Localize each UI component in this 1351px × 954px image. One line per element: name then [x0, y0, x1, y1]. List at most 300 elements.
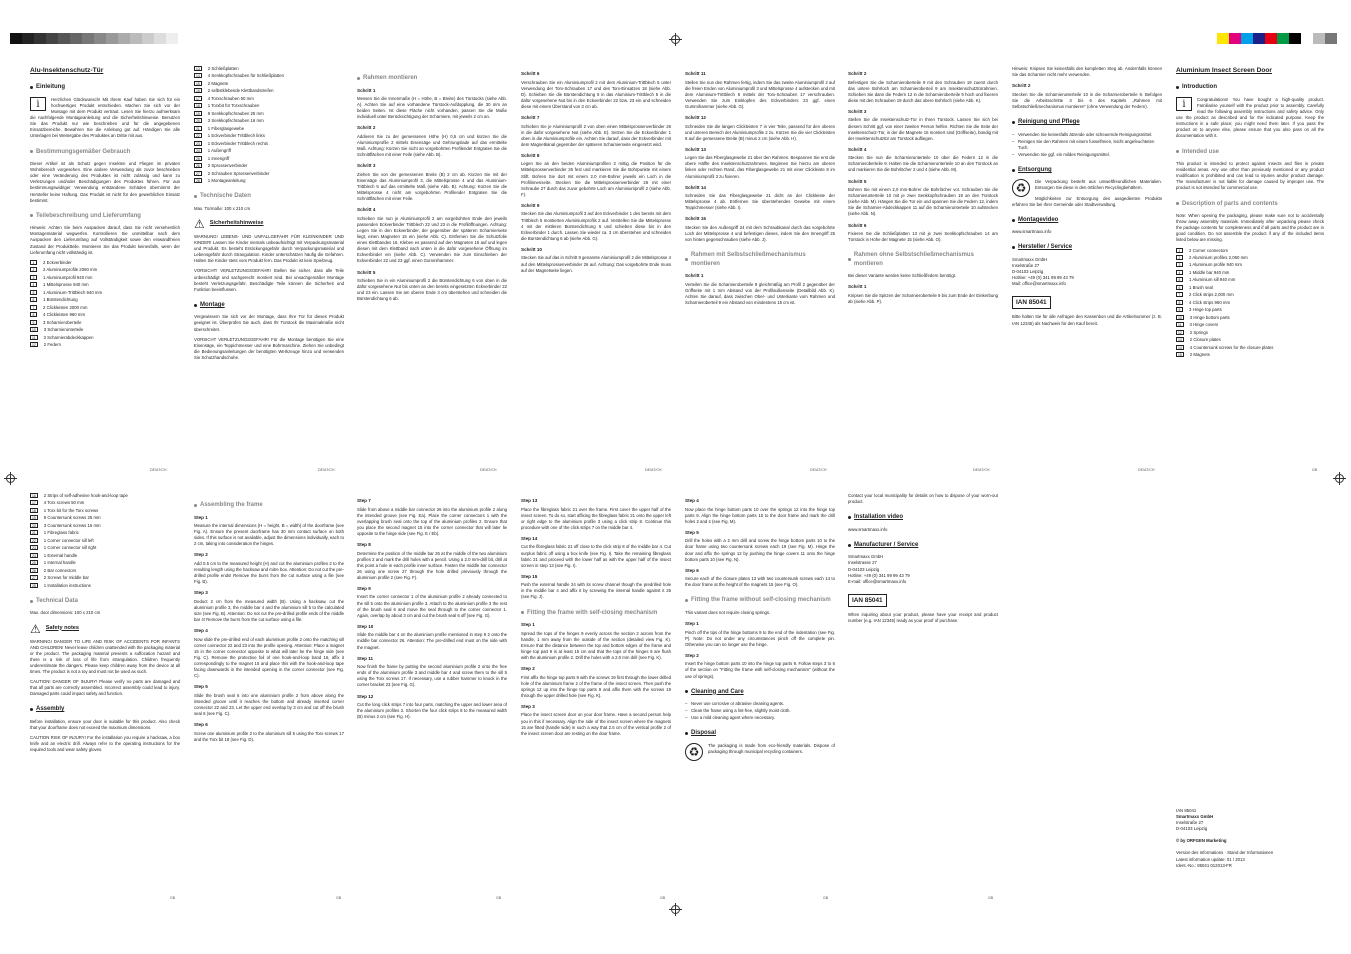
- color-swatch: [1241, 33, 1253, 44]
- part-number: 22: [196, 134, 200, 139]
- gb-use-text: This product is intended to protect against insects and flies in private residential areas. Any use other than previously mentioned or any product modification is prohibited and can lead to injuries and/or product damage. The manufacturer is not liable for damage caused by improper use. The product is not intended for commercial use.: [1176, 161, 1324, 191]
- color-swatch: [1277, 33, 1289, 44]
- gb-frame-heading: Assembling the frame: [194, 501, 344, 510]
- gb-disposal-text: The packaging is made from eco-friendly materials. Dispose of packaging through municipal recycling containers.: [708, 742, 835, 754]
- step-text: Spread the tops of the hinges 9 evenly across the section 2 across from the handle, 1 mm away from the outside of the section (detailed view Fig. K). Ensure that the distance between the top and bottom edges of the frame and hinge top part 9 is at least 15 cm and that the tops of the hinges 9 are flush with the aluminium profile 2. Drill the holes with a 2.0 mm drill (see Fig. K).: [521, 630, 671, 660]
- step-text: Add 0.5 cm to the measured height (H) and cut the aluminium profiles 2 to the resulting length using the hacksaw and mitre box. Attention: Do not cut the pre-drilled profile ends! Remove the burrs from the cut surface using a file (see Fig. B).: [194, 560, 344, 585]
- crosshair-mark-icon: [671, 905, 680, 914]
- recycle-icon: ♻: [1012, 179, 1030, 197]
- color-swatch: [1289, 33, 1301, 44]
- gb-tech-heading: Technical Data: [30, 597, 180, 606]
- step-heading: Step 10: [357, 623, 374, 629]
- step-text: Now place the hinge bottom parts 10 over the springs 12 into the hinge top parts 9. Align the hinge bottom parts 10 to the door frame and mark the drill holes 2 and 4 (see Fig. M).: [685, 506, 835, 524]
- gb-no-self-closing-heading: Fitting the frame without self-closing mechanism: [685, 596, 835, 605]
- step-text: Determine the position of the middle bar 26 at the middle of the two aluminium profiles 2 and mark the drill holes with a pencil. Using a 2.0 mm-drill bit, drill at this point a hole in each profile inner surface. Fasten the middle bar connector 26 using one screw 27 through the hole drilled previously through the aluminium profile 2 (see Fig. F).: [357, 550, 507, 580]
- de-safety-heading: ⚠ Sicherheitshinweise: [194, 216, 264, 231]
- color-swatch: [154, 33, 166, 44]
- gb-parts-heading: Description of parts and contents: [1176, 200, 1324, 209]
- list-item: [1176, 270, 1324, 276]
- step-heading: Step 15: [521, 573, 538, 579]
- de-column-5: [685, 66, 835, 466]
- part-label: 3 Scharnierunterteile: [43, 327, 84, 333]
- step-heading: Step 3: [521, 703, 535, 709]
- part-label: 2 Sprossenverbinder: [207, 163, 248, 169]
- back-company: Smartmaxx GmbH: [1176, 814, 1214, 820]
- page-footer: GB: [1312, 468, 1318, 472]
- part-label: 2 Eckverbinder: [43, 259, 72, 265]
- step-heading: Step 2: [685, 652, 699, 658]
- gb-mount-text: Before installation, ensure your door is suitable for this product. Also check that your doorframe does not exceed the maximum dimensions.: [30, 718, 180, 730]
- step-text: Measure the internal dimensions (H = height, B = width) of the doorframe (see Fig. A). Ensure the present doorframe has 30 mm contact surface on both sides. If this surface is not available, adjust the dimensions individually, each to 2 cm, taking into consideration the hinges.: [194, 523, 344, 547]
- color-swatch: [70, 33, 82, 44]
- de-safety-text: WARNUNG! LEBENS- UND UNFALLGEFAHR FÜR KLEINKINDER UND KINDER! Lassen Sie Kinder niemals unbeaufsichtigt mit Verpackungsmaterial und Produkt. Es besteht Erstickungsgefahr durch Verpackungsmaterial und Lebensgefahr durch Strangulation. Kinder unterschätzen häufig die Gefahren. Halten Sie Kinder stets vom Produkt fern. Das Produkt ist kein Spielzeug.: [194, 233, 344, 264]
- list-item: [194, 96, 344, 102]
- part-number: 18: [196, 104, 200, 109]
- step-heading: Schritt 8: [521, 152, 540, 158]
- list-item: [30, 305, 180, 311]
- de-disposal-text-2: Möglichkeiten zur Entsorgung des ausgedienten Produkts erfahren Sie bei Ihrer Gemeinde oder Stadtverwaltung.: [1012, 195, 1162, 207]
- part-number: 9: [30, 320, 37, 325]
- list-item: – Use a mild cleaning agent where necessary.: [685, 715, 835, 721]
- list-item: [194, 103, 344, 109]
- step-heading: Schritt 6: [848, 222, 867, 228]
- part-number: 6: [1176, 285, 1183, 290]
- part-number: 21: [32, 531, 36, 536]
- list-item: [1176, 330, 1324, 336]
- step-text: Slide from above a middle bar connector 26 into the aluminium profile 2 along the intended groove (see Fig. Ea). Place the corner connectors 1 with the overlapping brush seal onto the top of the aluminium profiles 2. Ensure that you place the second magnet 15 into the corner connector that will later lie opposite to the hinge side (see Fig. E / Eb).: [357, 506, 507, 536]
- part-label: 2 Schließplatten: [207, 66, 239, 71]
- de-sc-step-1-heading: Schritt 1: [685, 273, 704, 279]
- part-number: 13: [1178, 338, 1182, 343]
- de-parts-heading: Teilebeschreibung und Lieferumfang: [30, 212, 180, 221]
- list-item: [1176, 315, 1324, 321]
- gb-steps-group-3: [521, 498, 671, 601]
- part-number: 12: [1178, 330, 1182, 335]
- gb-maker-heading: Manufacturer / Service: [848, 541, 998, 550]
- part-number: 8: [1176, 300, 1183, 305]
- gb-mount-text-2: CAUTION RISK OF INJURY! For the installation you require a hacksaw, a box knife and an electric drill. Always refer to the operating instructions for the required tools and wear safety gloves.: [30, 735, 180, 753]
- gb-use-heading: Intended use: [1176, 148, 1324, 157]
- part-label: 1 Innengriff: [207, 155, 230, 161]
- part-label: 2 Corner connectors: [1189, 247, 1228, 253]
- gb-mount-heading: Assembly: [30, 705, 180, 714]
- registration-bar-color: [1217, 33, 1337, 44]
- list-item: [194, 118, 344, 124]
- part-number: 28: [32, 583, 36, 588]
- list-item: [194, 148, 344, 154]
- part-label: 2 Magnets: [1189, 352, 1210, 358]
- list-item: [194, 66, 344, 72]
- part-label: 1 Installation instructions: [43, 582, 91, 588]
- back-version: Version des Informations · Stand der Informationen Latest information update: 01 / 2013 Ident.-No.: 85041 012013-FR: [1176, 850, 1274, 868]
- list-item: [30, 335, 180, 341]
- step-text: Push the external handle 24 with its screw channel though the predrilled hole in the middle bar 4 and affix it by screwing the internal handle against it 25 (see Fig. J).: [521, 582, 671, 600]
- part-number: 21: [196, 126, 200, 131]
- de-self-closing-heading: Rahmen mit Selbstschließmechanismus montieren: [685, 251, 835, 268]
- color-swatch: [1217, 33, 1229, 44]
- part-label: 2 Schrauben Sprossenverbinder: [207, 170, 270, 176]
- part-label: 1 Mittelsprosse 940 mm: [43, 282, 89, 288]
- part-label: 4 Countersunk screws for the closure plates: [1189, 344, 1274, 350]
- step-heading: Step 14: [521, 535, 538, 541]
- warning-triangle-icon: ⚠: [194, 216, 205, 231]
- color-swatch: [1301, 33, 1313, 44]
- de-disposal-text: Die Verpackung besteht aus umweltfreundlichen Materialien. Entsorgen Sie diese in den örtlichen Recyclingbehältern.: [1035, 179, 1162, 191]
- part-number: 1: [30, 260, 37, 265]
- part-number: 13: [196, 67, 200, 71]
- part-number: 28: [196, 179, 200, 184]
- crosshair-mark-icon: [671, 35, 680, 44]
- step-heading: Schritt 2: [848, 71, 867, 76]
- list-item: [1176, 262, 1324, 268]
- gb-video-url[interactable]: www.smartmaxx.info: [848, 526, 888, 532]
- part-label: 3 Countersunk screws 16 mm: [43, 522, 101, 528]
- gb-column-4: [357, 493, 507, 893]
- color-swatch: [1325, 33, 1337, 44]
- back-ian: IAN 85041: [1176, 808, 1197, 813]
- part-label: 4 Torx screws 50 mm: [43, 500, 85, 506]
- list-item: [1176, 322, 1324, 328]
- page-footer: DE/AT/CH: [1138, 468, 1155, 472]
- list-item: [194, 163, 344, 169]
- de-parts-note: Hinweis: Achten Sie beim Auspacken darauf, dass Sie nicht versehentlich Montagematerial wegwerfen. Kontrollieren Sie unmittelbar nach dem Auspacken den Lieferumfang auf Vollständigkeit sowie den einwandfreien Zustand der Produktteile. Montieren Sie das Produkt keinesfalls, wenn der Lieferumfang nicht vollständig ist.: [30, 225, 180, 255]
- part-label: 2 Federn: [43, 342, 61, 348]
- part-label: 1 Bürstendichtung: [43, 297, 78, 303]
- step-heading: Schritt 2: [357, 125, 376, 131]
- part-number: 9: [1176, 307, 1183, 312]
- gb-steps-group-4: [685, 498, 835, 588]
- color-swatch: [82, 33, 94, 44]
- part-label: 4 Click strips 960 mm: [1189, 299, 1231, 305]
- gb-safety-heading: ⚠ Safety notes: [30, 621, 80, 636]
- gb-column-1: [1176, 66, 1324, 466]
- part-label: 3 Hinge covers: [1189, 322, 1219, 328]
- page-footer: DE/AT/CH: [973, 468, 990, 472]
- part-number: 3: [1176, 262, 1183, 267]
- gb-intro-text: Congratulations! You have bought a high-quality product. Familiarise yourself with the product prior to assembly. Carefully read the following assembly instructions and safety advice. Only use the product as described and for the indicated purpose. Keep the instructions in a safe place; you might need them later. If you pass the product on to anyone else, please ensure that you also pass on all the documentation with it.: [1176, 96, 1324, 139]
- de-tech-text: Max. Türmaße: 100 x 210 cm: [194, 205, 251, 211]
- step-text: Cut the fibreglass fabric 21 off close to the click strip 8 of the middle bar 4. Cut surplus fabric off using a box knife (see Fig. I). Take the remaining fibreglass fabric 21 and proceed with the lower half as with the upper half of the insect screen in step 13 (see Fig. I).: [521, 544, 671, 568]
- part-label: 2 Bar connectors: [43, 567, 77, 573]
- de-nsc-step-2-heading: Schritt 2: [1012, 83, 1031, 89]
- part-number: 20: [196, 119, 200, 124]
- warning-triangle-icon: ⚠: [30, 621, 41, 636]
- step-heading: Step 5: [685, 529, 699, 535]
- de-video-heading: Montagevideo: [1012, 216, 1162, 225]
- list-item: [194, 171, 344, 177]
- step-text: Schneiden Sie die langen Clickleisten 7 in vier Teile, passend für den oberen und unteren Bereich der Aluminiumprofile 2 zu. Kürzen Sie die vier Clickleisten 8 auf die gemessene Breite (B) minus 2 cm (siehe Abb. H).: [685, 123, 835, 141]
- gb-safety-text-2: CAUTION! DANGER OF INJURY! Please verify no parts are damaged and that all parts are correctly assembled. Incorrect assembly could lead to injury. Damaged parts could impact safety and function.: [30, 679, 180, 697]
- color-swatch: [166, 33, 178, 44]
- list-item: [30, 260, 180, 266]
- color-swatch: [1253, 33, 1265, 44]
- step-text: Now slide the pre-drilled end of each aluminium profile 2 onto the matching sill corner connector 22 and 23 into the profile opening. Attention: Place a magnet 15 in the corner connector opposite to what will later be the hinge side (see Fig. C). Remove the protective foil of one hook-and-loop band 16, affix it correspondingly to the magnet 15 and place this with the hook-and-loop tape facing downwards in the intended opening in the corner connector (see Fig. C).: [194, 636, 344, 679]
- gb-parts-list: [1176, 248, 1324, 359]
- de-parts-list-2: [194, 66, 344, 184]
- de-mount-text-2: VORSICHT VERLETZUNGSGEFAHR! Für die Montage benötigen Sie eine Eisensäge, ein Teppichmesser und eine Bohrmaschine. Ziehen Sie unbedingt die Bedienungsanleitungen der benötigten Werkzeuge hinzu und verwenden Sie Schutzhandschuhe.: [194, 336, 344, 360]
- gb-intro-heading: Introduction: [1176, 83, 1324, 92]
- step-heading: Step 1: [685, 621, 699, 626]
- de-column-1: [30, 66, 180, 466]
- de-use-text: Dieser Artikel ist als Schutz gegen Insekten und Fliegen im privaten Wohnbereich vorgesehen. Eine andere Verwendung als zuvor beschrieben oder eine Veränderung des Produktes ist nicht zulässig und kann zu Verletzungen und/oder Beschädigungen des Produktes führen. Für aus bestimmungswidriger Verwendung entstandene Schäden übernimmt der Hersteller keine Haftung. Das Produkt ist nicht für den gewerblichen Einsatz bestimmt.: [30, 161, 180, 203]
- de-nsc-step-1-text: Knipsen Sie die Spitzen der Scharnieroberteile 9 bis zum Ende der Einkerbung ab (siehe Abb. P).: [848, 292, 998, 304]
- part-label: 1 Corner connector sill right: [43, 545, 97, 551]
- gb-parts-note: Note: When opening the packaging, please make sure not to accidentally throw away assembly materials. Immediately after unpacking please check the package contents for completeness and if all parts and the product are in good condition. Do not assemble the product if any of the included items listed below are missing.: [1176, 213, 1324, 243]
- step-heading: Schritt 3: [357, 163, 376, 169]
- part-number: 23: [196, 141, 200, 146]
- de-maker-heading: Hersteller / Service: [1012, 243, 1162, 252]
- de-mount-text: Vergewissern Sie sich vor der Montage, dass Ihre Tür für dieses Produkt geeignet ist. Überprüfen Sie auch, dass Ihr Türstock die Maximalmaße nicht überschreitet.: [194, 314, 344, 332]
- de-no-self-closing-text: Bei dieser Variante werden keine Schließfedern benötigt.: [848, 273, 957, 279]
- part-number: 3: [30, 275, 37, 280]
- list-item: [1176, 345, 1324, 351]
- list-item: [30, 342, 180, 348]
- step-heading: Step 13: [521, 498, 538, 503]
- part-label: 2 Aluminium profiles 2,060 mm: [1189, 254, 1248, 260]
- part-label: 2 Screws for middle bar: [43, 575, 89, 581]
- step-heading: Schritt 12: [685, 114, 706, 120]
- part-label: 1 Torx bit for the Torx screws: [43, 507, 99, 513]
- page-footer: DE/AT/CH: [150, 468, 167, 472]
- part-label: 1 Corner connector sill left: [43, 537, 94, 543]
- list-item: [194, 156, 344, 162]
- gb-maker-note: When inquiring about your product, please have your receipt and product number (e.g. IAN 12345) ready as your proof of purchase.: [848, 611, 998, 623]
- list-item: [30, 560, 180, 566]
- step-heading: Schritt 14: [685, 184, 706, 190]
- step-heading: Step 1: [194, 514, 208, 520]
- part-number: 18: [32, 508, 36, 513]
- step-text: Ziehen Sie von der gemessenen Breite (B) 2 cm ab. Kürzen Sie mit der Eisensäge das Aluminiumprofil 3, die Mittelsprosse 4 und das Aluminium-Trittblech 5 auf das ermittelte Maß (siehe Abb. B). Achtung: Kürzen Sie die Mittelsprosse 4 nicht am vorgebohrten Profilende! Entgraten Sie die Schnittflächen mit einer Feile.: [357, 171, 507, 202]
- part-number: 10: [32, 328, 36, 333]
- gb-maker-address: Smartmaxx GmbH Inselstrasse 27 D-04103 Leipzig Hotline: +49 (0) 341 99 99 43 79 E-mail: office@smartmaxx.info: [848, 554, 910, 584]
- list-item: [1176, 285, 1324, 291]
- list-item: [30, 327, 180, 333]
- step-text: Slide the middle bar 4 on the aluminium profile mentioned in step 9 2 onto the middle bar connector 26. Attention: The pre-drilled end must on the side with the magnet.: [357, 632, 507, 650]
- part-label: 1 Internal handle: [43, 560, 76, 566]
- list-item: [30, 553, 180, 559]
- step-heading: Schritt 11: [685, 71, 706, 76]
- part-number: 11: [1178, 323, 1182, 328]
- de-column-4: [521, 66, 671, 466]
- part-label: 2 Magnete: [207, 80, 229, 86]
- gb-nsc-steps: [685, 621, 835, 680]
- part-label: 3 Hinge top parts: [1189, 307, 1222, 313]
- step-heading: Schritt 5: [357, 269, 376, 275]
- step-text: Fixieren Sie die Schließplatten 13 mit je zwei Senkkopfschrauben 14 am Türstock in Höhe der Magnete 15 (siehe Abb. O).: [848, 231, 998, 243]
- list-item: [194, 133, 344, 139]
- gb-column-3: [194, 493, 344, 893]
- part-number: 25: [32, 561, 36, 566]
- color-swatch: [106, 33, 118, 44]
- step-heading: Schritt 3: [848, 108, 867, 114]
- step-text: Schneiden Sie das Fiberglasgewebe 21 dicht an der Clickleiste der Mittelsprosse 4 ab. Entfernen Sie überstehendes Gewebe mit einem Teppichmesser (siehe Abb. I).: [685, 193, 835, 211]
- step-text: Stecken Sie das Aluminiumprofil 3 auf den Eckverbinder 1 des bereits mit dem Trittblech 5 montierten Aluminiumprofils 2 auf. Verstellen Sie die Mittelsprosse 4 mit der mittleren Bürstendichtung 6 und schieben diese bis in den Eckverbinder 1 durch. Lassen Sie wieder ca. 3 cm überstehen und schneiden die Bürstendichtung 6 ab (siehe Abb. G).: [521, 211, 671, 241]
- list-item: [1176, 277, 1324, 283]
- step-heading: Step 1: [521, 622, 535, 628]
- list-item: – Never use corrosive or abrasive cleaning agents.: [685, 701, 835, 707]
- step-text: Cut the long click strips 7 into four parts, matching the upper and lower area of the aluminium profiles 2. Shorten the four click strips 8 to the measured width (B) minus 2 cm (see Fig. H).: [357, 702, 507, 720]
- part-number: 17: [32, 501, 36, 506]
- gb-ian-badge: IAN 85041: [848, 594, 887, 607]
- de-no-self-closing-heading: Rahmen ohne Selbstschließmechanismus montieren: [848, 251, 998, 268]
- part-label: 1 Fibreglass fabric: [43, 530, 79, 536]
- part-label: 2 Strips of self-adhesive hook-and-loop tape: [43, 493, 128, 498]
- de-intro-text: Herzlichen Glückwunsch! Mit Ihrem Kauf haben Sie sich für ein hochwertiges Produkt entschieden. Machen Sie sich vor der Montage mit dem Produkt vertraut. Lesen Sie hierzu aufmerksam die nachfolgende Montageanleitung und die Sicherheitshinweise. Benutzen Sie das Produkt nur wie beschrieben und für die angegebenen Einsatzbereiche. Bewahren Sie die Anleitung gut auf. Händigen Sie alle Unterlagen bei Weitergabe des Produktes an Dritte mit aus.: [30, 96, 180, 139]
- part-label: 2 Springs: [1189, 329, 1208, 335]
- part-label: 1 Brush seal: [1189, 284, 1213, 290]
- list-item: [30, 523, 180, 529]
- part-label: 1 External handle: [43, 552, 78, 558]
- list-item: [30, 583, 180, 589]
- list-item: [30, 282, 180, 288]
- step-text: Legen Sie das Fiberglasgewebe 21 über den Rahmen. Bespannen Sie erst die obere Hälfte des Insektenschutzrahmens. Beginnen Sie hierzu am oberen linken oder rechten Rand, das Fiberglasgewebe 21 mit einer Clickleiste 8 im Aluminiumprofil 3 zu fixieren.: [685, 155, 835, 179]
- list-item: [30, 508, 180, 514]
- page-footer: GB: [823, 896, 829, 900]
- list-item: [1176, 337, 1324, 343]
- color-swatch: [46, 33, 58, 44]
- list-item: [30, 500, 180, 506]
- de-clean-heading: Reinigung und Pflege: [1012, 118, 1162, 127]
- step-heading: Schritt 6: [521, 71, 540, 76]
- step-heading: Step 2: [194, 552, 208, 558]
- de-maker-note: Bitte halten Sie für alle Anfragen den Kassenbon und die Artikelnummer (z. B. IAN 12345) als Nachweis für den Kauf bereit.: [1012, 314, 1162, 326]
- color-swatch: [10, 33, 22, 44]
- part-number: 27: [196, 171, 200, 176]
- list-item: [30, 538, 180, 544]
- gb-clean-heading: Cleaning and Care: [685, 688, 835, 697]
- step-text: Addieren Sie zu der gemessenen Höhe (H) 0,5 cm und kürzen Sie die Aluminiumprofile 2 mittels Eisensäge und Gehrungslade auf das ermittelte Maß. Achtung: Kürzen Sie nicht an vorgebohrten Profilende! Entgraten Sie die Schnittflächen mit einer Feile (siehe Abb. B).: [357, 133, 507, 158]
- de-parts-list: [30, 260, 180, 348]
- list-item: – Verwenden Sie ggf. ein mildes Reinigungsmittel.: [1012, 152, 1162, 158]
- de-mount-heading: Montage: [194, 301, 344, 310]
- list-item: [30, 515, 180, 521]
- step-heading: Schritt 5: [848, 178, 867, 184]
- step-heading: Step 9: [357, 585, 371, 591]
- de-intro-heading: Einleitung: [30, 83, 180, 92]
- step-text: First affix the hinge top parts 9 with the screws 19 first through the lower drilled hole of the aluminium frame 2 of the frame of the insect screen. Then push the springs 12 up into the hinge top parts 9 and affix them with the screws 19 through the upper drilled hole (see Fig. K).: [521, 674, 671, 698]
- step-text: Secure each of the closure plates 13 with two countersunk screws each 14 to the door frame at the height of the magnets 15 (see Fig. O).: [685, 576, 835, 588]
- part-number: 17: [196, 96, 200, 101]
- back-brand: © by ORFGEN Marketing: [1176, 838, 1227, 844]
- gb-self-closing-heading: Fitting the frame with self-closing mechanism: [521, 609, 671, 618]
- step-text: Schieben Sie nun je Aluminiumprofil 2 am vorgebohrten Ende den jeweils passenden Eckverbinder Trittblech 22 und 23 in die Profilöffnungen. Achtung: Legen Sie in den Eckverbinder, der gegenüber der späteren Scharnierseite liegt, einen Magneten 15 ein (siehe Abb. C). Entfernen Sie die Schutzfolie eines Klettbandes 16. Kleben es passend auf den Magneten 15 auf und legen diesen mit dem Klettband nach unten in die dafür vorgesehene Öffnung im Eckverbinder ein (siehe Abb. C). Verwenden Sie zum Einschieben der Eckverbinder 22 und 23 ggf. einen Gummihammer.: [357, 215, 507, 264]
- color-swatch: [118, 33, 130, 44]
- step-heading: Step 8: [357, 541, 371, 547]
- list-item: [194, 88, 344, 94]
- list-item: [194, 73, 344, 79]
- part-number: 4: [30, 282, 37, 287]
- step-heading: Schritt 4: [848, 146, 867, 152]
- gb-clean-list: [685, 701, 835, 721]
- list-item: [30, 545, 180, 551]
- registration-bar-grey: [10, 33, 178, 44]
- part-label: 9 Senkkopfschrauben 25 mm: [207, 110, 264, 116]
- de-steps-group-2: [521, 71, 671, 274]
- list-item: [30, 530, 180, 536]
- step-text: Place the insect screen door on your door frame. Have a second person help you in this if necessary. Align the side of the insect screen where the magnets 15 are fitted (handle side) in such a way that 2.5 cm of the vertical profile 2 of the insect screen door are resting on the door frame.: [521, 712, 671, 736]
- step-text: Stecken Sie nun die Scharnierunterteile 10 über die Federn 12 in die Scharnieroberteile 9. Halten Sie die Scharnierunterteile 10 an den Türstock an und markieren Sie die Bohrlöcher 2 und 4 (siehe Abb. M).: [848, 155, 998, 173]
- de-steps-group-1: [357, 88, 507, 303]
- step-text: Schieben Sie in ein Aluminiumprofil 2 die Bürstendichtung 6 von oben in die dafür vorgesehene Nut bis unten an den bereits eingesetzten Eckverbinder 22 und 23 ein. Lassen Sie am oberen Ende 3 cm überstehen und schneiden die Bürstendichtung 6 ab.: [357, 278, 507, 302]
- color-swatch: [1313, 33, 1325, 44]
- part-label: 3 Senkkopfschrauben 16 mm: [207, 118, 264, 124]
- color-swatch: [142, 33, 154, 44]
- color-swatch: [130, 33, 142, 44]
- step-text: Place the fibreglass fabric 21 over the frame. First cover the upper half of the insect screen. To do so, start affixing the fibreglass fabric 21 onto the upper left or right edge to the aluminium profile 3 using a click strip 8. Continue this procedure with one of the click strips 7 on the middle bar 4.: [521, 506, 671, 530]
- gb-column-5: [521, 493, 671, 893]
- step-text: Insert the hinge bottom parts 10 into the hinge top parts 9. Follow steps 3 to 6 of the section on "Fitting the frame with self-closing mechanism" (without the use of springs).: [685, 661, 835, 679]
- step-text: Drill the holes with a 2 mm drill and screw the hinge bottom parts 10 to the door frame using two countersunk screws each 19 (see Fig. M). Hinge the door and affix the springs 12 by pushing the hinge covers 11 onto the hinge bottom parts 10 (see Fig. N).: [685, 538, 835, 562]
- part-number: 16: [32, 494, 36, 498]
- step-heading: Step 6: [194, 722, 208, 728]
- part-number: 15: [1178, 353, 1182, 358]
- list-item: [30, 275, 180, 281]
- list-item: – Verwenden Sie keinesfalls ätzende oder scheuernde Reinigungsmittel.: [1012, 132, 1162, 138]
- list-item: [1176, 292, 1324, 298]
- step-text: Now finish the frame by putting the second aluminium profile 2 onto the free ends of the aluminium profile 3 and middle bar 4 and screw them to the sill 5 using the Torx screws 17. If necessary, use a rubber hammer to knock in the corner bracket 23 (see Fig. G).: [357, 664, 507, 688]
- part-label: 3 Scharnieroberteile: [43, 319, 82, 325]
- step-text: Deduct 2 cm from the measured width (B). Using a hacksaw, cut the aluminium profile 3, the middle bar 4 and the aluminium sill 5 to the calculated size (see Fig. B). Attention: Do not cut the pre-drilled profile ends of the middle bar 4! Remove the burrs from the cut surface using a file.: [194, 598, 344, 623]
- de-steps-group-3: [685, 71, 835, 243]
- part-label: 1 Aluminium profile 940 mm: [1189, 262, 1243, 268]
- step-heading: Step 5: [194, 684, 208, 690]
- part-number: 4: [1176, 270, 1183, 275]
- part-label: 1 Eckverbinder Trittblech links: [207, 133, 265, 139]
- part-label: 9 Countersunk screws 25 mm: [43, 515, 101, 521]
- de-use-heading: Bestimmungsgemäßer Gebrauch: [30, 148, 180, 157]
- part-label: 2 Click strips 2,000 mm: [1189, 292, 1234, 298]
- gb-column-6: [685, 493, 835, 893]
- list-item: [1176, 248, 1324, 254]
- list-item: – Clean the frame using a lint-free, slightly moist cloth.: [685, 708, 835, 714]
- de-nsc-step-1-heading: Schritt 1: [848, 284, 867, 290]
- list-item: [194, 126, 344, 132]
- page-footer: DE/AT/CH: [318, 468, 335, 472]
- part-number: 14: [196, 74, 200, 79]
- step-heading: Schritt 9: [521, 202, 540, 208]
- part-label: 2 Clickleisten 2000 mm: [43, 304, 88, 310]
- part-label: 1 Aluminiumprofil 940 mm: [43, 274, 93, 280]
- list-item: [30, 290, 180, 296]
- step-text: Pinch off the tips of the hinge bottoms 9 to the end of the indentation (see Fig. P). Note: Do not under any circumstances pinch off the complete pin. Otherwise you can no longer use the hinge.: [685, 629, 835, 647]
- part-number: 2: [1176, 255, 1183, 260]
- part-number: 24: [196, 149, 200, 154]
- part-number: 19: [196, 111, 200, 116]
- part-label: 4 Torxschrauben 50 mm: [207, 95, 254, 101]
- gb-tech-text: Max. door dimensions: 100 x 210 cm: [30, 610, 101, 616]
- list-item: [30, 568, 180, 574]
- part-number: 10: [1178, 315, 1182, 320]
- part-label: 1 Aluminium-Trittblech 940 mm: [43, 289, 103, 295]
- color-swatch: [94, 33, 106, 44]
- page-footer: GB: [660, 896, 666, 900]
- part-label: 3 Scharnierabdeckkappen: [43, 334, 94, 340]
- gb-steps-group-1: [194, 515, 344, 743]
- back-address: Inselstraße 27 D-04103 Leipzig: [1176, 820, 1208, 832]
- de-maker-address: Smartmaxx GmbH Inselstraße 27 D-04103 Leipzig Hotline: +49 (0) 341 99 99 43 79 Mail: office@smartmaxx.info: [1012, 256, 1074, 287]
- page-footer: GB: [170, 896, 176, 900]
- gb-sc-steps: [521, 622, 671, 737]
- color-swatch: [1265, 33, 1277, 44]
- step-text: Stecken Sie auf das in Schritt 9 genannte Aluminiumprofil 2 die Mittelsprosse 4 auf den Mittelsprossenverbinder 26 auf. Achtung: Das vorgebohrte Ende muss auf der Magnetseite liegen.: [521, 255, 671, 273]
- step-text: Messen Sie die Innenmaße (H = Höhe, B = Breite) des Türstocks (siehe Abb. A). Achten Sie auf eine vorhandene Türstock-Aufdopplung, die 30 mm an beiden Seiten. Ist diese Fläche nicht vorhanden, passen Sie die Maße individuell unter Berücksichtigung der Scharniere, mit jeweils 2 cm an.: [357, 96, 507, 120]
- part-number: 20: [32, 523, 36, 528]
- part-label: 1 Torxbit für Torxschrauben: [207, 103, 260, 109]
- de-column-7: [1012, 66, 1162, 466]
- page-footer: GB: [336, 896, 342, 900]
- de-video-url[interactable]: www.smartmaxx.info: [1012, 229, 1052, 235]
- part-label: 1 Middle bar 940 mm: [1189, 269, 1230, 275]
